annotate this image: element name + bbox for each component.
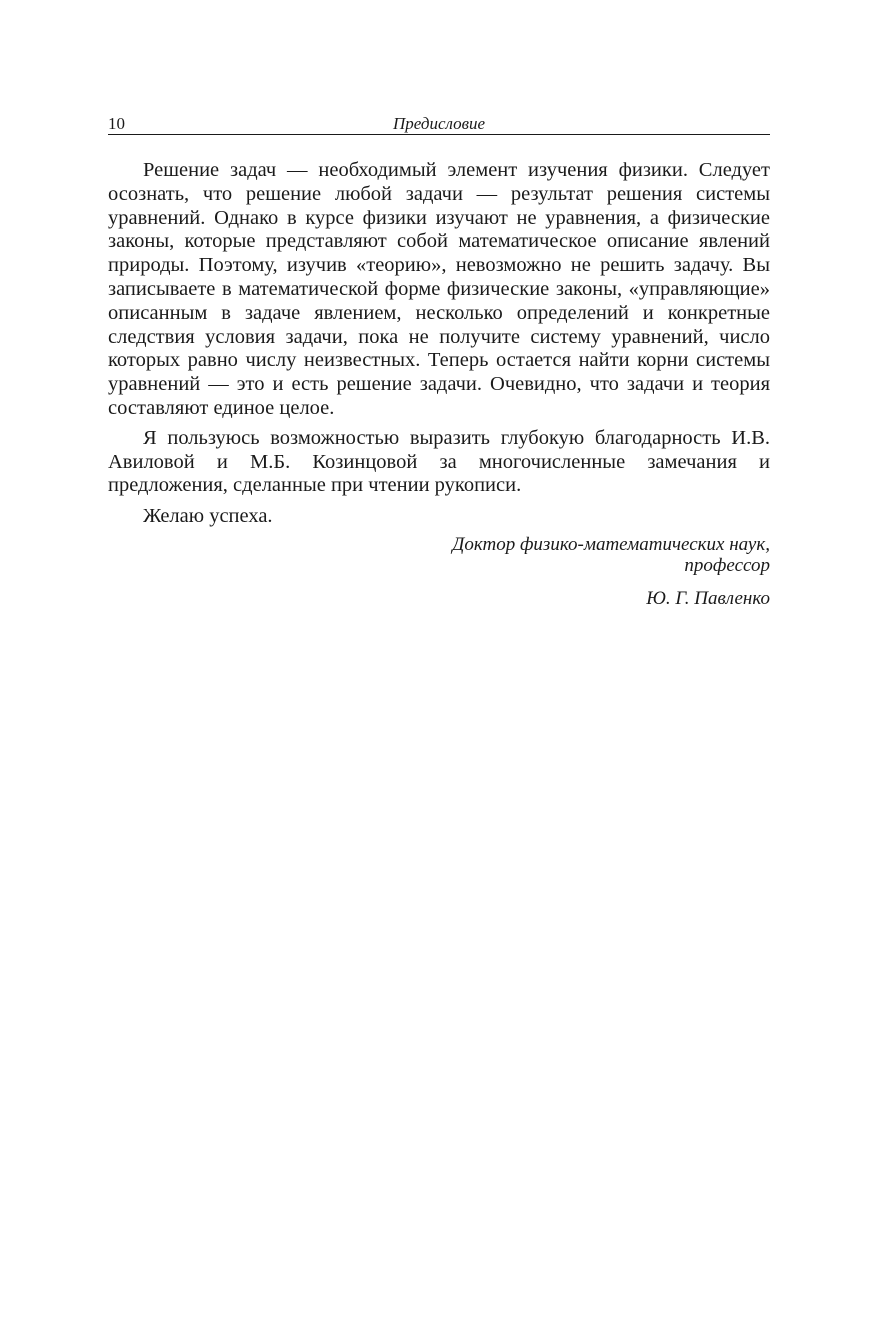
book-page [108, 112, 770, 609]
page-number: 10 [108, 114, 125, 133]
signature-degree-line-1: Доктор физико-математических наук, [452, 534, 770, 556]
running-header [108, 112, 770, 135]
signature-block [108, 534, 770, 609]
paragraph-1: Решение задач — необходимый элемент изучения физики. Следует осознать, что решение любой задачи — результат решения системы уравнений. Однако в курсе физики изучают не уравнения, а физические законы, которые представляют собой математическое описание явлений природы. Поэтому, изучив «теорию», невозможно не решить задачу. Вы записываете в математической форме физические законы, «управляющие» описанным в задаче явлением, несколько определений и конкретные следствия условия задачи, пока не получите систему уравнений, число которых равно числу неизвестных. Теперь остается найти корни системы уравнений — это и есть решение задачи. Очевидно, что задачи и теория составляют единое целое. [108, 159, 770, 419]
preface-text [108, 159, 770, 498]
closing-line: Желаю успеха. [143, 505, 273, 528]
signature-degree-line-2: профессор [684, 555, 770, 577]
running-title: Предисловие [392, 114, 486, 133]
signature-author: Ю. Г. Павленко [646, 588, 770, 610]
paragraph-2: Я пользуюсь возможностью выразить глубокую благодарность И.В. Авиловой и М.Б. Козинцовой за многочисленные замечания и предложения, сделанные при чтении рукописи. [108, 426, 770, 497]
